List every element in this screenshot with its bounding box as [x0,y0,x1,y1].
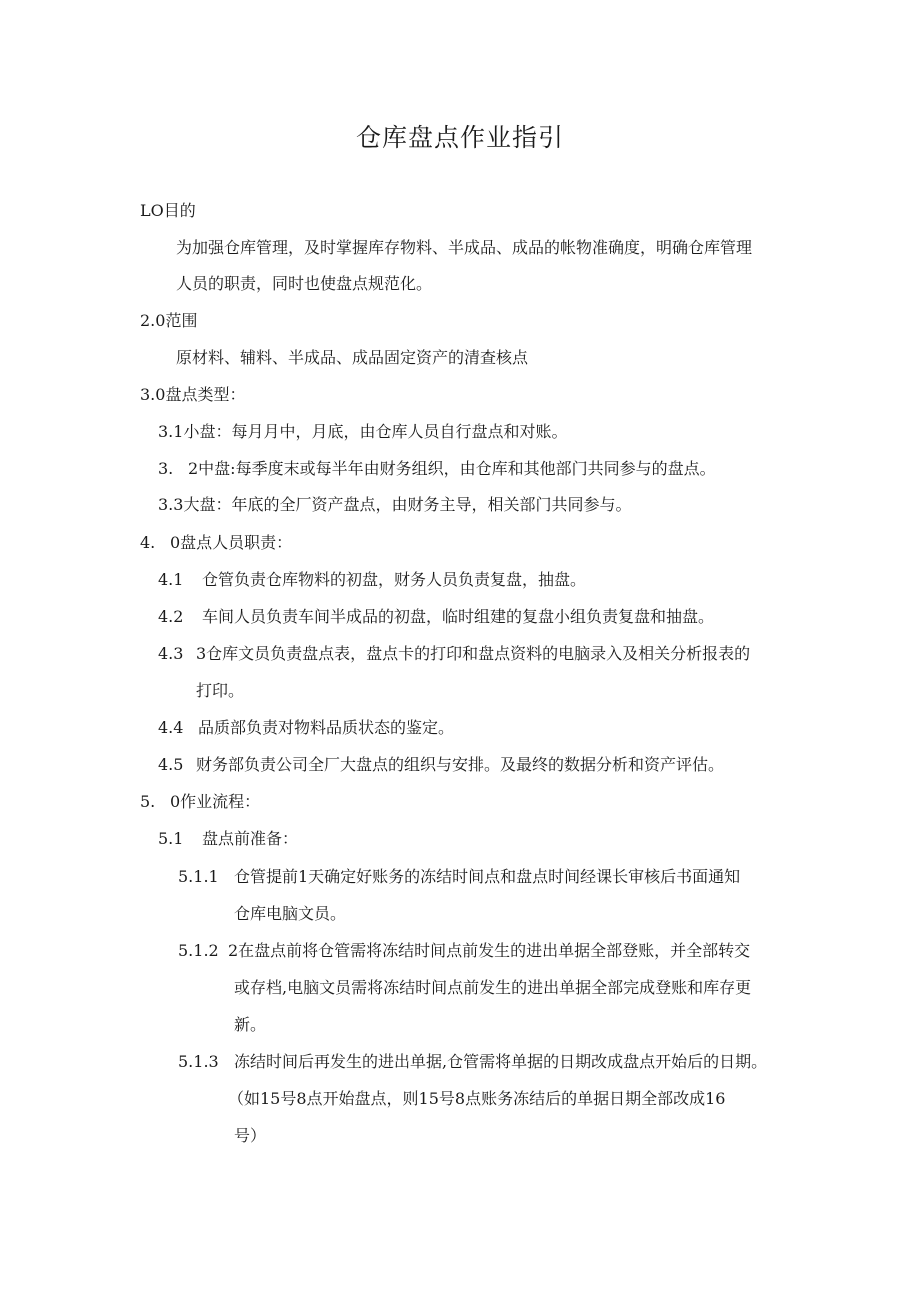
item-5-1-1-continued: 仓库电脑文员。 [234,904,347,923]
item-5-1-2-continued-2: 新。 [234,1015,267,1034]
item-4-5-text: 财务部负责公司全厂大盘点的组织与安排。及最终的数据分析和资产评估。 [196,755,725,774]
item-5-1-number: 5.1 [158,829,184,848]
item-4-1-number: 4.1 [158,570,184,589]
item-4-3-text: 3仓库文员负责盘点表，盘点卡的打印和盘点资料的电脑录入及相关分析报表的 [196,644,751,663]
section-1-text-line-2: 人员的职责，同时也使盘点规范化。 [176,274,433,293]
item-3-2-text: 2中盘:每季度末或每半年由财务组织，由仓库和其他部门共同参与的盘点。 [188,459,716,478]
item-4-5 [158,754,724,776]
item-4-4 [158,717,454,739]
item-5-1-2 [178,940,750,962]
item-4-5-number: 4.5 [158,755,184,774]
item-5-1-text: 盘点前准备： [202,829,299,848]
item-5-1-3-number: 5.1.3 [178,1052,219,1071]
item-5-1-2-text: 2在盘点前将仓管需将冻结时间点前发生的进出单据全部登账，并全部转交 [228,941,751,960]
section-5-number: 5. [140,792,156,811]
item-3-2-number: 3. [158,459,174,478]
item-5-1-3-text: 冻结时间后再发生的进出单据,仓管需将单据的日期改成盘点开始后的日期。 [234,1052,768,1071]
section-4-heading [140,532,292,554]
item-4-4-text: 品质部负责对物料品质状态的鉴定。 [198,718,455,737]
item-4-1 [158,569,586,591]
section-3-heading: 3.0盘点类型： [140,385,246,404]
section-5-heading [140,791,260,813]
item-4-2-number: 4.2 [158,607,184,626]
section-4-title: 0盘点人员职责： [170,533,293,552]
section-2-heading: 2.0范围 [140,311,198,330]
item-3-1: 3.1小盘：每月月中，月底，由仓库人员自行盘点和对账。 [158,422,568,441]
section-1-text-line-1: 为加强仓库管理，及时掌握库存物料、半成品、成品的帐物准确度，明确仓库管理 [176,238,753,257]
item-4-1-text: 仓管负责仓库物料的初盘，财务人员负责复盘，抽盘。 [202,570,587,589]
item-5-1-3 [178,1051,767,1073]
section-5-title: 0作业流程： [170,792,261,811]
item-4-3 [158,643,750,665]
section-1-heading: LO目的 [140,201,196,220]
item-4-2 [158,606,714,628]
item-4-3-number: 4.3 [158,644,184,663]
section-2-text: 原材料、辅料、半成品、成品固定资产的清查核点 [176,348,529,367]
item-5-1-2-continued-1: 或存档,电脑文员需将冻结时间点前发生的进出单据全部完成登账和库存更 [234,978,752,997]
section-4-number: 4. [140,533,156,552]
item-5-1-3-continued-1: （如15号8点开始盘点，则15号8点账务冻结后的单据日期全部改成16 [228,1089,726,1108]
item-4-2-text: 车间人员负责车间半成品的初盘，临时组建的复盘小组负责复盘和抽盘。 [202,607,715,626]
item-3-2 [158,458,716,480]
item-4-3-continued: 打印。 [196,681,245,700]
item-5-1-3-continued-2: 号） [234,1126,267,1145]
item-5-1-1-text: 仓管提前1天确定好账务的冻结时间点和盘点时间经课长审核后书面通知 [234,867,741,886]
item-5-1 [158,828,298,850]
item-3-3: 3.3大盘：年底的全厂资产盘点，由财务主导，相关部门共同参与。 [158,495,632,514]
page-title: 仓库盘点作业指引 [355,123,564,152]
item-5-1-2-number: 5.1.2 [178,941,219,960]
item-4-4-number: 4.4 [158,718,184,737]
item-5-1-1-number: 5.1.1 [178,867,219,886]
item-5-1-1 [178,866,740,888]
